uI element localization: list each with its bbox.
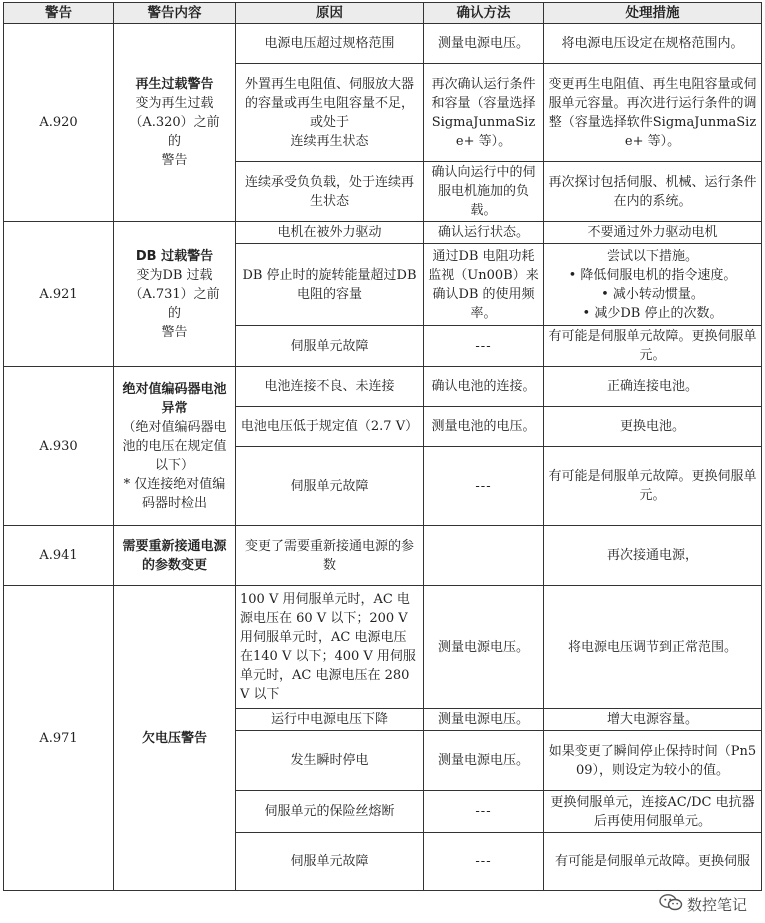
header-cause: 原因: [236, 3, 424, 24]
action-cell: 更换电池。: [544, 407, 762, 447]
alarm-code: A.930: [4, 367, 114, 526]
cause-cell: 运行中电源电压下降: [236, 709, 424, 731]
action-cell: 有可能是伺服单元故障。更换伺服单元。: [544, 447, 762, 526]
alarm-content: [114, 222, 236, 367]
watermark: [657, 894, 749, 915]
cause-cell: 电源电压超过规格范围: [236, 24, 424, 64]
alarm-code: A.971: [4, 586, 114, 891]
table-row: [4, 222, 762, 244]
cause-cell: 连续承受负负载，处于连续再生状态: [236, 162, 424, 222]
action-cell: 如果变更了瞬间停止保持时间（Pn509），则设定为较小的值。: [544, 731, 762, 791]
header-action: 处理措施: [544, 3, 762, 24]
table-row: [4, 526, 762, 586]
action-cell: 再次接通电源，: [544, 526, 762, 586]
check-cell: 通过DB 电阻功耗监视（Un00B）来确认DB 的使用频率。: [424, 244, 544, 326]
cause-cell: 伺服单元故障: [236, 447, 424, 526]
check-cell: 测量电源电压。: [424, 709, 544, 731]
alarm-code: A.920: [4, 24, 114, 222]
check-cell: 确认电池的连接。: [424, 367, 544, 407]
action-cell: 再次探讨包括伺服、机械、运行条件在内的系统。: [544, 162, 762, 222]
alarm-content: [114, 24, 236, 222]
action-cell: 有可能是伺服单元故障。更换伺服: [544, 833, 762, 891]
alarm-desc: 变为再生过载 （A.320）之前 的 警告: [129, 96, 220, 168]
check-cell: 测量电源电压。: [424, 24, 544, 64]
action-cell: 尝试以下措施。 • 降低伺服电机的指令速度。 • 减小转动惯量。 • 减少DB 停止的次数。: [544, 244, 762, 326]
check-cell: 测量电池的电压。: [424, 407, 544, 447]
check-cell: ---: [424, 833, 544, 891]
cause-cell: 发生瞬时停电: [236, 731, 424, 791]
check-cell: 测量电源电压。: [424, 731, 544, 791]
watermark-text: 数控笔记: [686, 896, 747, 914]
cause-cell: 电池连接不良、未连接: [236, 367, 424, 407]
check-cell: ---: [424, 447, 544, 526]
alarm-title: 需要重新接通电源的参数变更: [122, 538, 227, 573]
alarm-title: 绝对值编码器电池异常: [122, 381, 227, 416]
alarm-content: [114, 526, 236, 586]
action-cell: 增大电源容量。: [544, 709, 762, 731]
action-cell: 将电源电压设定在规格范围内。: [544, 24, 762, 64]
cause-cell: 外置再生电阻值、伺服放大器的容量或再生电阻容量不足，或处于 连续再生状态: [236, 64, 424, 162]
alarm-table: [3, 2, 762, 891]
action-cell: 不要通过外力驱动电机: [544, 222, 762, 244]
table-row: [4, 367, 762, 407]
alarm-title: DB 过载警告: [135, 248, 214, 264]
action-cell: 更换伺服单元，连接AC/DC 电抗器后再使用伺服单元。: [544, 791, 762, 833]
header-check: 确认方法: [424, 3, 544, 24]
cause-cell: 伺服单元故障: [236, 326, 424, 367]
alarm-desc: （绝对值编码器电池的电压在规定值以下） * 仅连接绝对值编码器时检出: [122, 419, 227, 511]
alarm-content: [114, 586, 236, 891]
action-cell: 将电源电压调节到正常范围。: [544, 586, 762, 709]
alarm-title: 再生过载警告: [135, 77, 214, 92]
cause-cell: 伺服单元故障: [236, 833, 424, 891]
alarm-desc: 变为DB 过载 （A.731）之前 的 警告: [129, 267, 220, 340]
cause-cell: DB 停止时的旋转能量超过DB 电阻的容量: [236, 244, 424, 326]
cause-cell: 100 V 用伺服单元时，AC 电源电压在 60 V 以下；200 V 用伺服单元时，AC 电源电压在140 V 以下；400 V 用伺服单元时，AC 电源电压在 280 V 以下: [236, 586, 424, 709]
action-cell: 有可能是伺服单元故障。更换伺服单元。: [544, 326, 762, 367]
table-row: [4, 24, 762, 64]
check-cell: 确认运行状态。: [424, 222, 544, 244]
check-cell: [424, 526, 544, 586]
table-row: [4, 586, 762, 709]
alarm-code: A.921: [4, 222, 114, 367]
header-content: 警告内容: [114, 3, 236, 24]
check-cell: 再次确认运行条件和容量（容量选择 SigmaJunmaSize+ 等）。: [424, 64, 544, 162]
table-header-row: [4, 3, 762, 24]
cause-cell: 变更了需要重新接通电源的参数: [236, 526, 424, 586]
alarm-title: 欠电压警告: [141, 730, 207, 746]
alarm-content: [114, 367, 236, 526]
check-cell: 测量电源电压。: [424, 586, 544, 709]
check-cell: 确认向运行中的伺服电机施加的负载。: [424, 162, 544, 222]
wechat-icon: [659, 894, 683, 915]
cause-cell: 伺服单元的保险丝熔断: [236, 791, 424, 833]
check-cell: ---: [424, 791, 544, 833]
cause-cell: 电池电压低于规定值（2.7 V）: [236, 407, 424, 447]
check-cell: ---: [424, 326, 544, 367]
alarm-code: A.941: [4, 526, 114, 586]
cause-cell: 电机在被外力驱动: [236, 222, 424, 244]
action-cell: 正确连接电池。: [544, 367, 762, 407]
header-code: 警告: [4, 3, 114, 24]
action-cell: 变更再生电阻值、再生电阻容量或伺服单元容量。再次进行运行条件的调整（容量选择软件SigmaJunmaSize+ 等）。: [544, 64, 762, 162]
